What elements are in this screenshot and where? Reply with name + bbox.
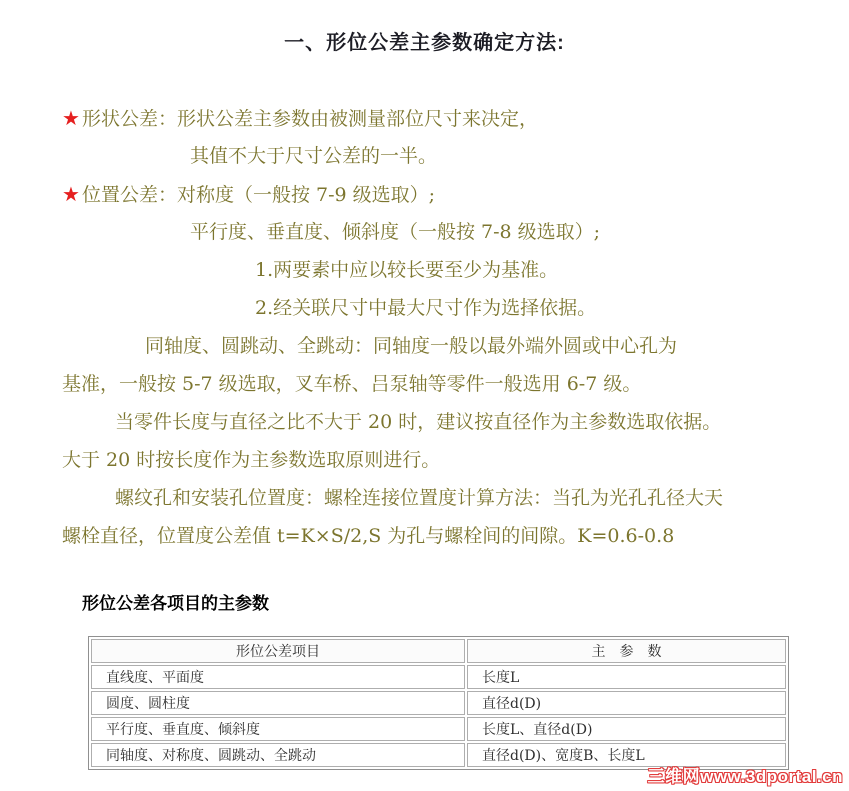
paragraph-line — [62, 441, 802, 479]
paragraph-line — [62, 251, 802, 289]
paragraph-line — [62, 289, 802, 327]
parameter-cell: 长度L — [467, 665, 786, 689]
paragraph-line — [62, 213, 802, 251]
paragraph-text: 2.经关联尺寸中最大尺寸作为选择依据。 — [255, 297, 597, 319]
star-icon: ★ — [62, 106, 80, 130]
paragraph-text: 形状公差：形状公差主参数由被测量部位尺寸来决定， — [81, 108, 538, 130]
content-section — [62, 99, 802, 555]
paragraph-line — [62, 517, 802, 555]
parameters-table — [88, 636, 789, 770]
paragraph-text: 位置公差：对称度（一般按 7-9 级选取）; — [81, 184, 436, 206]
paragraph-line — [62, 175, 802, 213]
paragraph-line — [62, 137, 802, 175]
parameter-cell: 直径d(D)、宽度B、长度L — [467, 743, 786, 767]
paragraph-line — [62, 365, 802, 403]
paragraph-line — [62, 403, 802, 441]
paragraph-text: 平行度、垂直度、倾斜度（一般按 7-8 级选取）; — [190, 221, 601, 243]
table-title: 形位公差各项目的主参数 — [82, 594, 269, 613]
paragraph-line — [62, 479, 802, 517]
paragraph-line — [62, 99, 802, 137]
tolerance-item-cell: 平行度、垂直度、倾斜度 — [91, 717, 465, 741]
tolerance-item-cell: 圆度、圆柱度 — [91, 691, 465, 715]
table-row — [91, 665, 786, 689]
column-header-parameter: 主 参 数 — [467, 639, 786, 663]
tolerance-item-cell: 直线度、平面度 — [91, 665, 465, 689]
watermark: 三维网www.3dportal.cn — [647, 767, 843, 786]
paragraph-text: 基准，一般按 5-7 级选取，叉车桥、吕泵轴等零件一般选用 6-7 级。 — [62, 373, 642, 395]
table-row — [91, 717, 786, 741]
parameter-cell: 长度L、直径d(D) — [467, 717, 786, 741]
table-header-row — [91, 639, 786, 663]
parameter-cell: 直径d(D) — [467, 691, 786, 715]
paragraph-text: 螺纹孔和安装孔位置度：螺栓连接位置度计算方法：当孔为光孔孔径大天 — [115, 487, 724, 509]
paragraph-text: 1.两要素中应以较长要至少为基准。 — [255, 259, 559, 281]
paragraph-text: 大于 20 时按长度作为主参数选取原则进行。 — [62, 449, 441, 471]
paragraph-line — [62, 327, 802, 365]
paragraph-text: 当零件长度与直径之比不大于 20 时，建议按直径作为主参数选取依据。 — [115, 411, 722, 433]
page-title: 一、形位公差主参数确定方法: — [284, 32, 565, 54]
paragraph-text: 螺栓直径，位置度公差值 t=K×S/2,S 为孔与螺栓间的间隙。K=0.6-0.8 — [62, 525, 675, 547]
table-row — [91, 691, 786, 715]
tolerance-item-cell: 同轴度、对称度、圆跳动、全跳动 — [91, 743, 465, 767]
paragraph-text: 同轴度、圆跳动、全跳动：同轴度一般以最外端外圆或中心孔为 — [145, 335, 678, 357]
column-header-item: 形位公差项目 — [91, 639, 465, 663]
paragraph-text: 其值不大于尺寸公差的一半。 — [190, 145, 438, 167]
star-icon: ★ — [62, 182, 80, 206]
